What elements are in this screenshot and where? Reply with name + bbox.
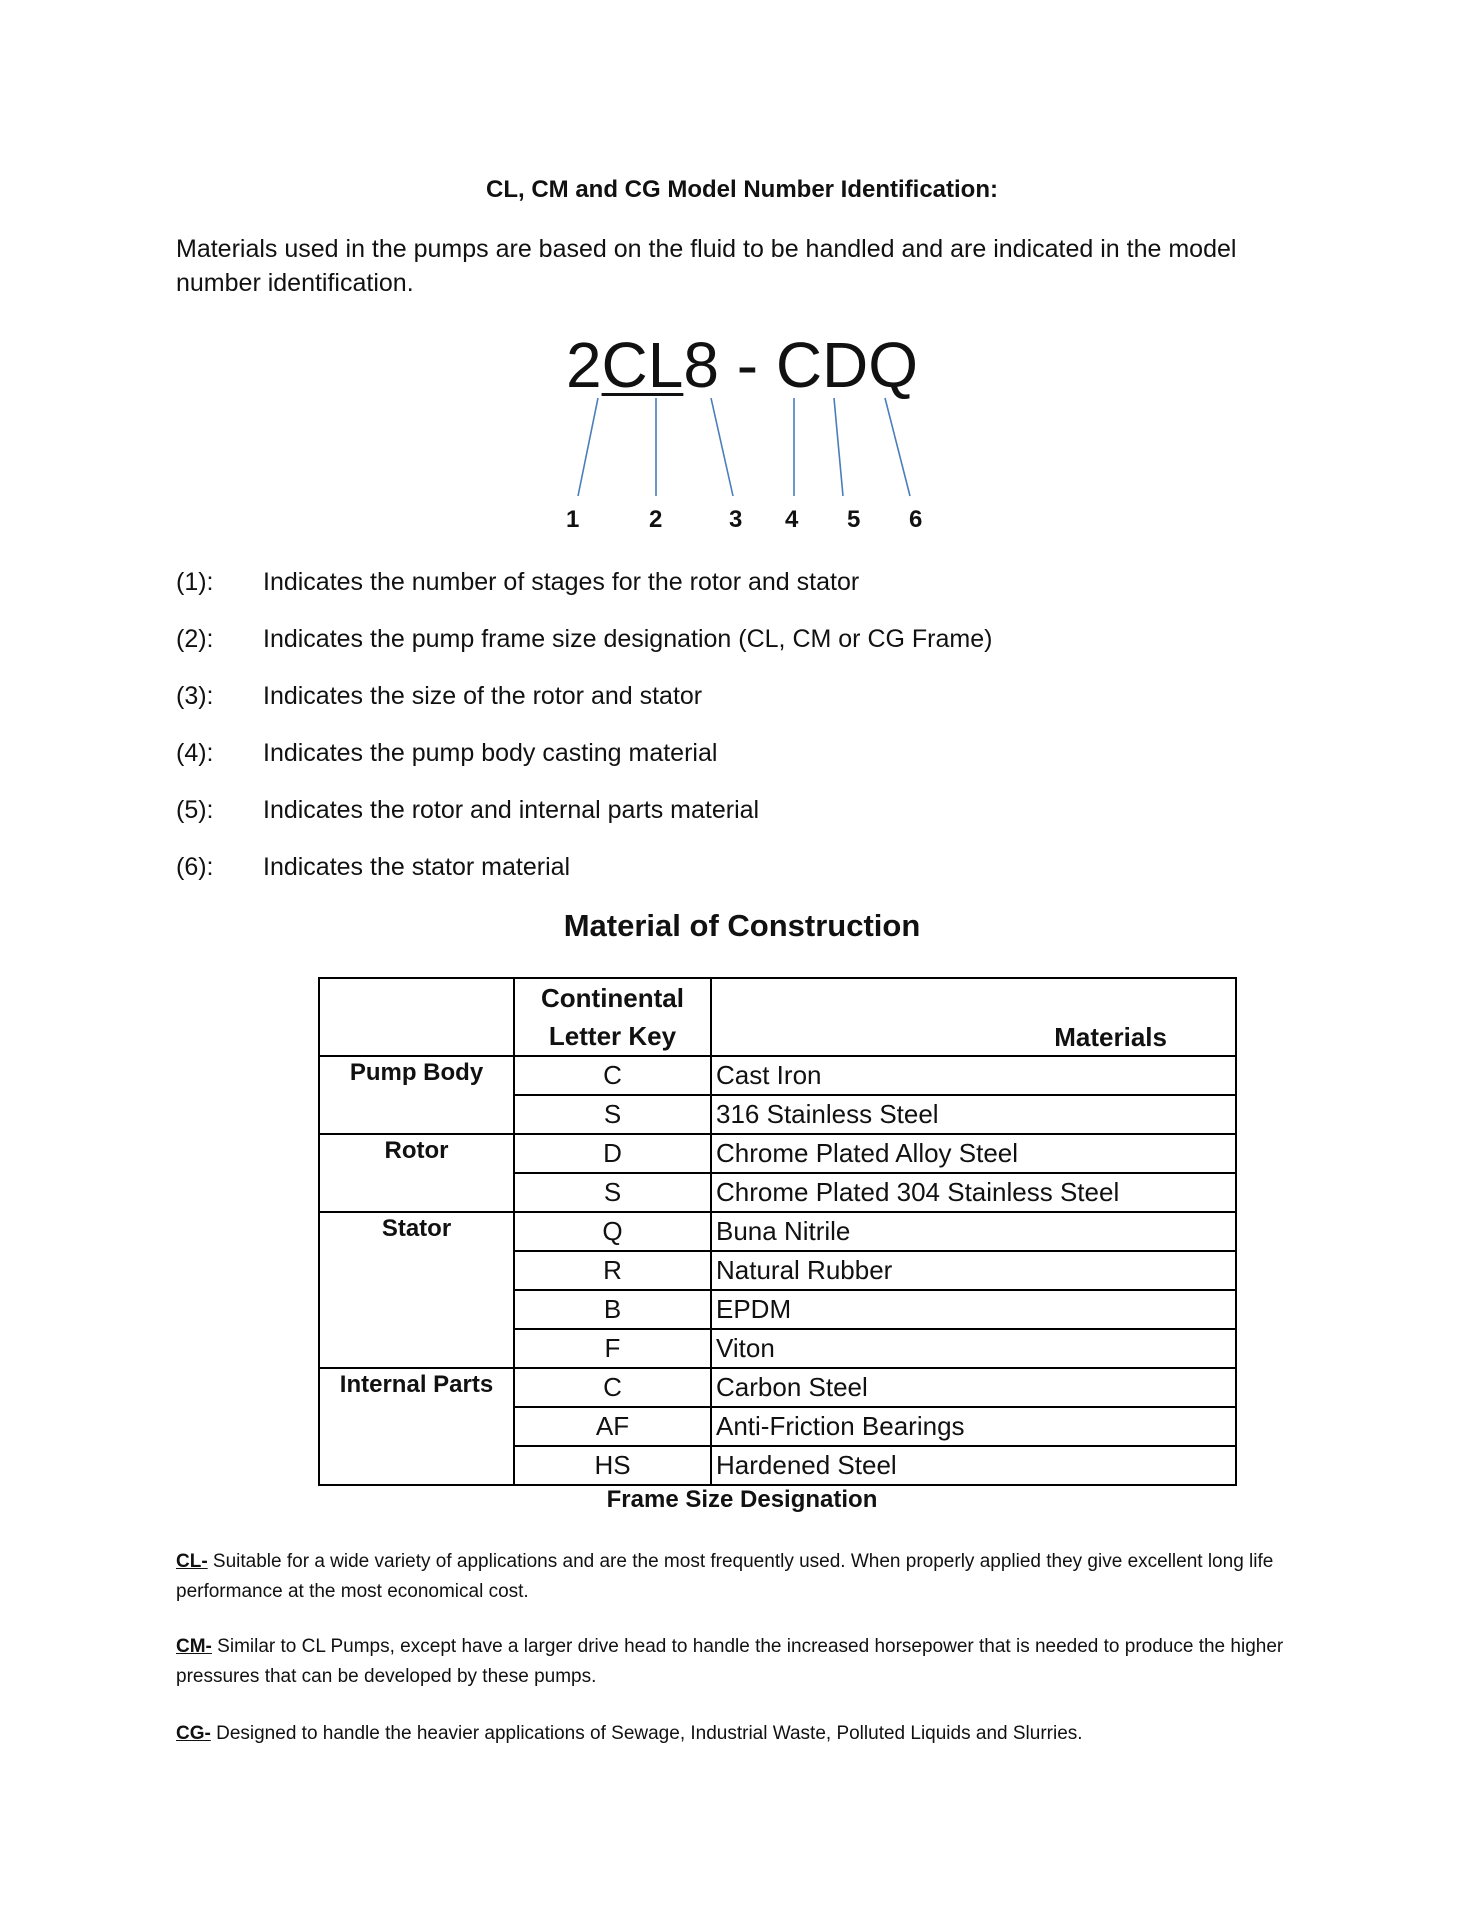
definition-label: (1):: [176, 568, 214, 596]
definition-text: Indicates the stator material: [263, 853, 571, 881]
table-row: [319, 1368, 1236, 1407]
definition-text: Indicates the pump body casting material: [263, 739, 718, 767]
header-key-line1: Continental: [541, 983, 684, 1013]
key-cell: Q: [514, 1212, 711, 1251]
frame-text: Designed to handle the heavier applications of Sewage, Industrial Waste, Polluted Liquids and Slurries.: [210, 1723, 1083, 1744]
pointer-lines: [0, 0, 1484, 560]
page-title: CL, CM and CG Model Number Identification:: [486, 176, 998, 203]
table-row: [319, 1212, 1236, 1251]
frame-text: Similar to CL Pumps, except have a larger drive head to handle the increased horsepower that is needed to produce the higher pressures that can be developed by these pumps.: [176, 1636, 1284, 1687]
frame-description-cm: [176, 1632, 1326, 1692]
materials-table: [318, 977, 1237, 1486]
definition-label: (2):: [176, 625, 214, 653]
material-cell: Anti-Friction Bearings: [711, 1407, 1236, 1446]
definition-text: Indicates the rotor and internal parts material: [263, 796, 760, 824]
pointer-number-3: 3: [729, 506, 743, 533]
section-title: Material of Construction: [563, 908, 921, 943]
key-cell: C: [514, 1056, 711, 1095]
pointer-number-5: 5: [847, 506, 861, 533]
frame-description-cg: [176, 1719, 1326, 1749]
key-cell: HS: [514, 1446, 711, 1485]
pointer-line-5: [834, 398, 843, 496]
table-row: [319, 1134, 1236, 1173]
model-part-frame: CL: [601, 329, 684, 401]
model-separator: -: [718, 329, 776, 401]
material-cell: Chrome Plated Alloy Steel: [711, 1134, 1236, 1173]
intro-paragraph: Materials used in the pumps are based on the fluid to be handled and are indicated in the model number identification.: [176, 235, 1237, 297]
key-cell: F: [514, 1329, 711, 1368]
model-part-materials: CDQ: [775, 329, 919, 401]
key-cell: C: [514, 1368, 711, 1407]
definition-text: Indicates the number of stages for the rotor and stator: [263, 568, 860, 596]
key-cell: D: [514, 1134, 711, 1173]
material-cell: Cast Iron: [711, 1056, 1236, 1095]
pointer-number-2: 2: [649, 506, 663, 533]
table-row: [319, 1056, 1236, 1095]
part-cell: Stator: [319, 1212, 514, 1368]
pointer-number-1: 1: [566, 506, 580, 533]
material-cell: Chrome Plated 304 Stainless Steel: [711, 1173, 1236, 1212]
definition-label: (3):: [176, 682, 214, 710]
pointer-line-1: [578, 398, 598, 496]
material-cell: Natural Rubber: [711, 1251, 1236, 1290]
frame-code: CG-: [176, 1723, 211, 1744]
part-cell: Rotor: [319, 1134, 514, 1212]
frame-size-caption: Frame Size Designation: [606, 1486, 878, 1513]
table-header-row: [319, 978, 1236, 1056]
frame-code: CL-: [176, 1551, 208, 1572]
material-cell: Buna Nitrile: [711, 1212, 1236, 1251]
part-cell: Pump Body: [319, 1056, 514, 1134]
pointer-number-4: 4: [785, 506, 799, 533]
key-cell: B: [514, 1290, 711, 1329]
pointer-line-6: [885, 398, 910, 496]
material-cell: Carbon Steel: [711, 1368, 1236, 1407]
definition-text: Indicates the pump frame size designation (CL, CM or CG Frame): [263, 625, 993, 653]
frame-description-cl: [176, 1547, 1326, 1607]
key-cell: S: [514, 1095, 711, 1134]
header-part-cell: [319, 978, 514, 1056]
part-cell: Internal Parts: [319, 1368, 514, 1485]
key-cell: S: [514, 1173, 711, 1212]
header-key-cell: [514, 978, 711, 1056]
frame-code: CM-: [176, 1636, 212, 1657]
material-cell: EPDM: [711, 1290, 1236, 1329]
material-cell: Hardened Steel: [711, 1446, 1236, 1485]
definition-label: (5):: [176, 796, 214, 824]
key-cell: AF: [514, 1407, 711, 1446]
frame-text: Suitable for a wide variety of applications and are the most frequently used. When properly applied they give excellent long life performance at the most economical cost.: [176, 1551, 1274, 1602]
definition-text: Indicates the size of the rotor and stator: [263, 682, 703, 710]
material-cell: 316 Stainless Steel: [711, 1095, 1236, 1134]
pointer-line-3: [711, 398, 733, 496]
pointer-number-6: 6: [909, 506, 923, 533]
definition-label: (4):: [176, 739, 214, 767]
header-key-line2: Letter Key: [548, 1021, 677, 1051]
material-cell: Viton: [711, 1329, 1236, 1368]
definition-label: (6):: [176, 853, 214, 881]
model-part-size: 8: [683, 329, 719, 401]
header-materials-cell: Materials: [711, 978, 1236, 1056]
key-cell: R: [514, 1251, 711, 1290]
model-part-stages: 2: [565, 329, 602, 401]
